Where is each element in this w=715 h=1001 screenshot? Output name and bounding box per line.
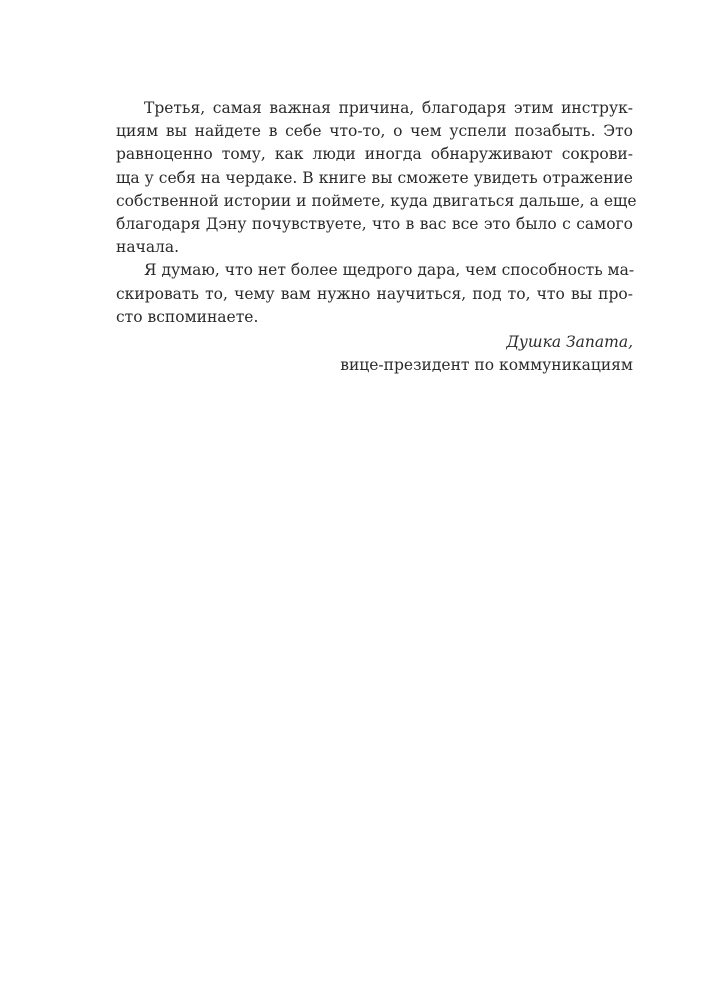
paragraph-line: начала. [116, 238, 180, 257]
paragraph-line: Третья, самая важная причина, благодаря этим инструк- [144, 99, 633, 117]
paragraph-1 [116, 97, 637, 259]
signature-block [116, 331, 633, 377]
paragraph-line: равноценно тому, как люди иногда обнаруживают сокрови- [116, 145, 633, 164]
paragraph-line: ща у себя на чердаке. В книге вы сможете увидеть отражение [116, 168, 633, 187]
paragraph-line: скировать то, чему вам нужно научиться, под то, что вы про- [116, 284, 633, 303]
signature-name: Душка Запата, [506, 333, 633, 352]
paragraph-line: Я думаю, что нет более щедрого дара, чем способность ма- [144, 261, 635, 280]
paragraph-line: собственной истории и поймете, куда двигаться дальше, а еще [116, 191, 637, 210]
paragraph-2 [116, 259, 633, 329]
text-block [116, 97, 637, 377]
paragraph-line: благодаря Дэну почувствуете, что в вас все это было с самого [116, 215, 633, 234]
paragraph-line: сто вспоминаете. [116, 307, 259, 326]
paragraph-line: циям вы найдете в себе что-то, о чем успели позабыть. Это [116, 122, 633, 141]
signature-title: вице-президент по коммуникациям [340, 356, 633, 375]
